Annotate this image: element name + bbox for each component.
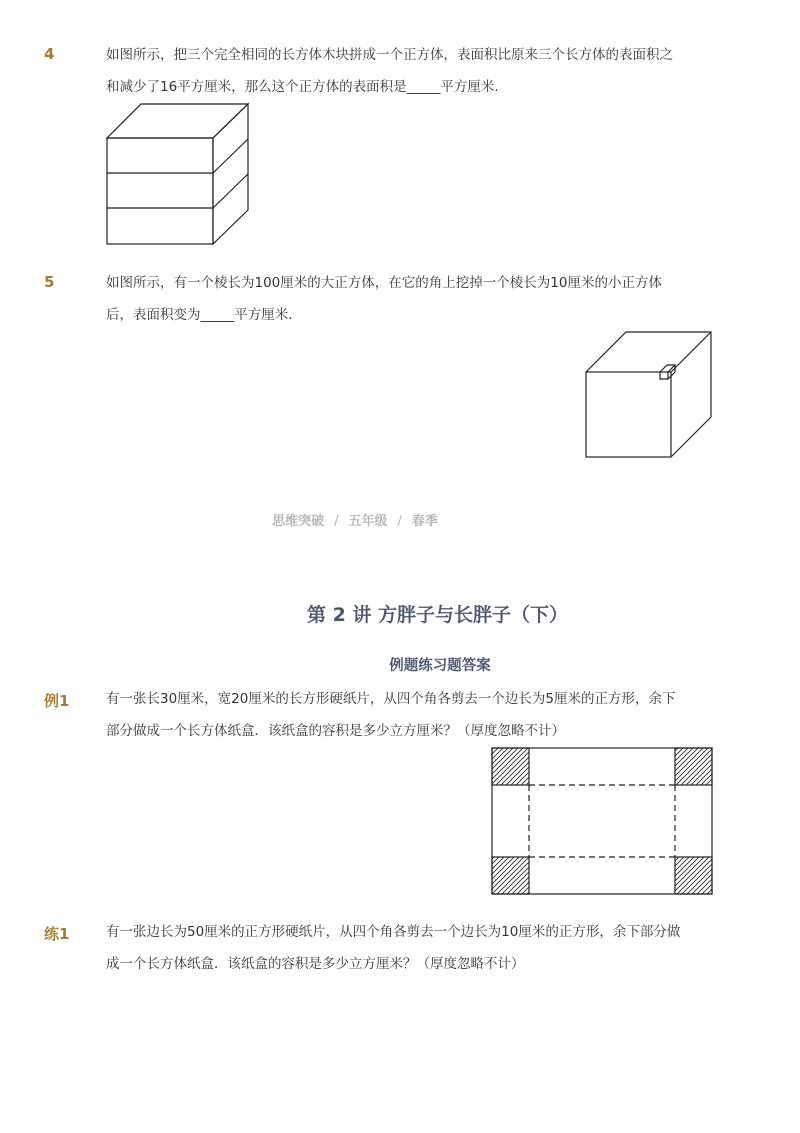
problem-text [106,267,726,331]
problem-number: 4 [44,45,55,63]
example-label: 练1 [44,925,70,943]
problem-text [106,39,726,103]
example-text-line: 有一张边长为50厘米的正方形硬纸片，从四个角各剪去一个边长为10厘米的正方形，余下部分做 [106,924,681,940]
layer-line-side [213,139,248,173]
example-text [106,916,726,980]
example-text-line: 有一张长30厘米，宽20厘米的长方形硬纸片，从四个角各剪去一个边长为5厘米的正方形，余下 [106,691,676,707]
cube-with-corner-removed-diagram [580,325,720,465]
cube-top-edge [671,332,711,372]
lecture-title: 第 2 讲 方胖子与长胖子（下） [306,604,569,626]
footer-separator: / [334,514,339,529]
cut-corner-square [492,857,529,894]
example-text-line: 成一个长方体纸盒．该纸盒的容积是多少立方厘米？（厚度忽略不计） [106,956,525,972]
example-label: 例1 [44,692,70,710]
cube-right-face [213,104,248,244]
example-text-line: 部分做成一个长方体纸盒．该纸盒的容积是多少立方厘米？（厚度忽略不计） [106,723,565,739]
cube-front-face [586,372,671,457]
stacked-cuboids-cube-diagram [100,100,260,250]
problem-number: 5 [44,273,55,291]
cut-corner-square [675,857,712,894]
page-footer [0,510,710,529]
footer-part: 五年级 [348,514,388,529]
footer-separator: / [397,514,402,529]
layer-line-side [213,174,248,208]
example-text [106,683,726,747]
section-title: 例题练习题答案 [389,658,491,674]
problem-text-line: 如图所示，有一个棱长为100厘米的大正方体，在它的角上挖掉一个棱长为10厘米的小正方体 [106,275,662,291]
problem-text-line: 如图所示，把三个完全相同的长方体木块拼成一个正方体，表面积比原来三个长方体的表面积之 [106,47,673,63]
box-net-diagram [490,746,715,896]
footer-part: 春季 [411,514,438,529]
removed-corner-notch [660,372,668,379]
cut-corner-square [492,748,529,785]
problem-text-line: 后，表面积变为_____平方厘米． [106,307,302,323]
cube-front-face [107,138,213,244]
problem-text-line: 和减少了16平方厘米，那么这个正方体的表面积是_____平方厘米． [106,79,508,95]
cut-corner-square [675,748,712,785]
footer-part: 思维突破 [272,514,325,529]
cube-top-face [107,104,248,138]
